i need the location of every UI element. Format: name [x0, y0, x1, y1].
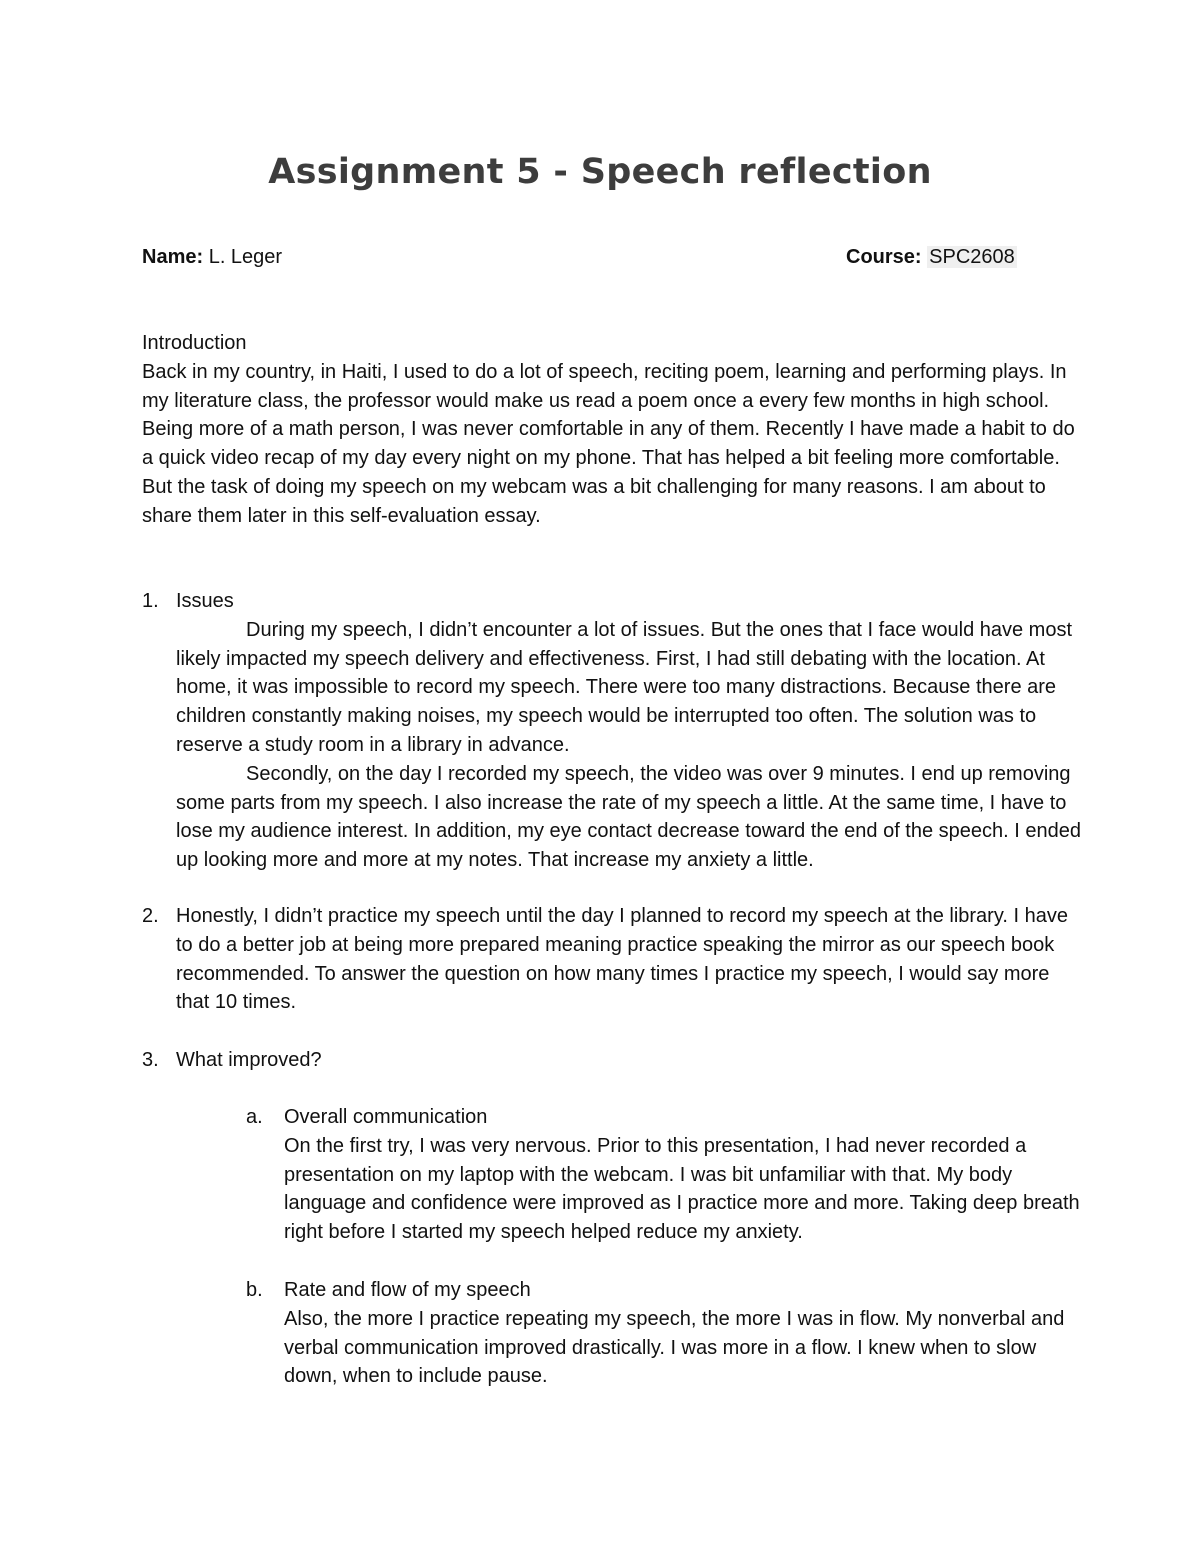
- name-label: Name:: [142, 246, 204, 268]
- subitem-heading: Rate and flow of my speech: [284, 1279, 531, 1301]
- document-title: Assignment 5 - Speech reflection: [268, 152, 932, 192]
- subitem-paragraph: Also, the more I practice repeating my speech, the more I was in flow. My nonverbal and verbal communication improved drastically. I was more in a flow. I knew when to slow down, when to include pause.: [284, 1307, 1065, 1388]
- list-marker: 2.: [142, 905, 159, 927]
- subitem-heading: Overall communication: [284, 1106, 488, 1128]
- section-heading: Issues: [176, 590, 234, 612]
- sub-list-marker: b.: [246, 1279, 263, 1301]
- name-field: [142, 243, 282, 271]
- issues-paragraph-1: During my speech, I didn’t encounter a lot of issues. But the ones that I face would have most likely impacted my speech delivery and effectiveness. First, I had still debating with the location. At home, it was impossible to record my speech. There were too many distractions. Because there are children constantly making noises, my speech would be interrupted too often. The solution was to reserve a study room in a library in advance.: [176, 618, 1073, 756]
- list-marker: 3.: [142, 1049, 159, 1071]
- section-what-improved: [142, 1046, 1082, 1075]
- introduction-paragraph: Back in my country, in Haiti, I used to do a lot of speech, reciting poem, learning and performing plays. In my literature class, the professor would make us read a poem once a every few months in high school. Being more of a math person, I was never comfortable in any of them. Recently I have made a habit to do a quick video recap of my day every night on my phone. That has helped a bit feeling more comfortable. But the task of doing my speech on my webcam was a bit challenging for many reasons. I am about to share them later in this self-evaluation essay.: [142, 360, 1075, 527]
- sub-list-marker: a.: [246, 1106, 263, 1128]
- section-issues: [142, 587, 1082, 875]
- list-marker: 1.: [142, 590, 159, 612]
- section-practice: [142, 902, 1082, 1017]
- course-field: [846, 243, 1017, 271]
- subitem-overall-communication: [246, 1103, 1082, 1247]
- practice-paragraph: Honestly, I didn’t practice my speech until the day I planned to record my speech at the library. I have to do a better job at being more prepared meaning practice speaking the mirror as our speech book recommended. To answer the question on how many times I practice my speech, I would say more that 10 times.: [176, 905, 1068, 1014]
- course-label: Course:: [846, 246, 922, 268]
- introduction-heading: Introduction: [142, 332, 247, 354]
- introduction-section: [142, 329, 1082, 531]
- section-heading: What improved?: [176, 1049, 322, 1071]
- course-value: SPC2608: [929, 246, 1015, 268]
- subitem-rate-and-flow: [246, 1276, 1082, 1391]
- subitem-paragraph: On the first try, I was very nervous. Prior to this presentation, I had never recorded a presentation on my laptop with the webcam. I was bit unfamiliar with that. My body language and confidence were improved as I practice more and more. Taking deep breath right before I started my speech helped reduce my anxiety.: [284, 1134, 1080, 1244]
- name-value: L. Leger: [203, 246, 283, 268]
- issues-paragraph-2: Secondly, on the day I recorded my speech, the video was over 9 minutes. I end up removing some parts from my speech. I also increase the rate of my speech a little. At the same time, I have to lose my audience interest. In addition, my eye contact decrease toward the end of the speech. I ended up looking more and more at my notes. That increase my anxiety a little.: [176, 762, 1081, 872]
